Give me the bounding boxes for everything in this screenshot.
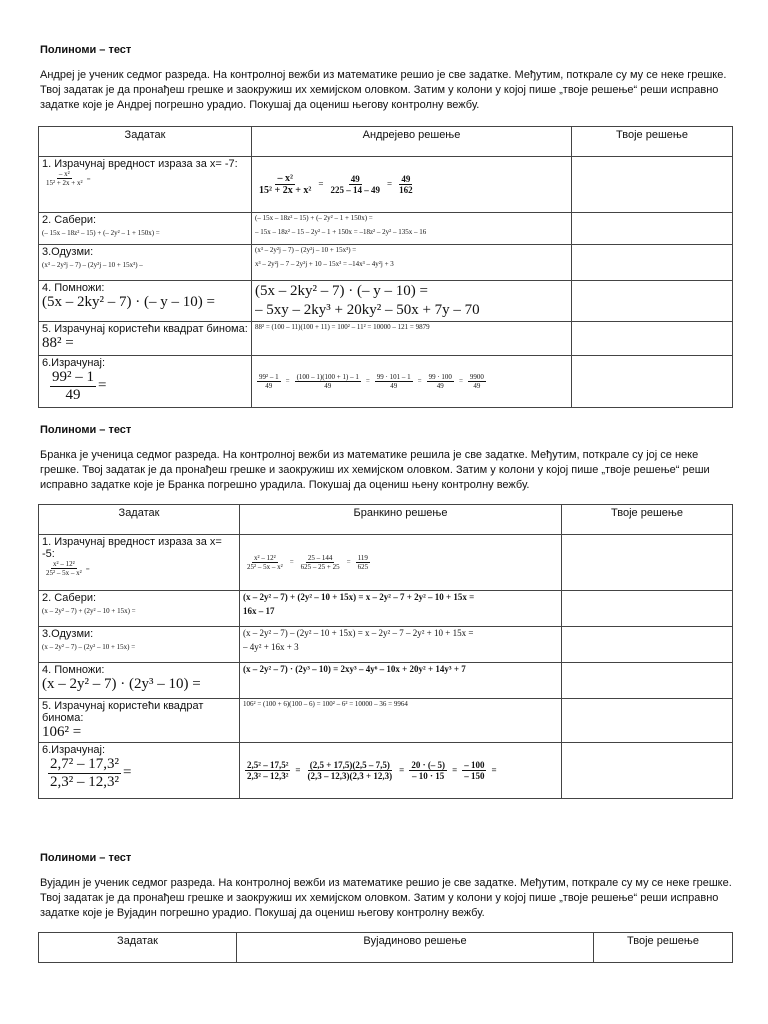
task-label: 1. Израчунај вредност израза за x= -7: <box>42 158 238 170</box>
task-cell: 3.Одузми: (x – 2y² – 7) – (2y² – 10 + 15x) = <box>39 627 240 663</box>
student-solution-cell: $\frac{\text{x² – 12²}}{\text{25² – 5x – x²}}$ = $\frac{25 - 144}{625 - 25 + 25}$ = $\frac{119}{625}$ <box>240 535 562 591</box>
task-cell: 2. Сабери: (x – 2y² – 7) + (2y² – 10 + 15x) = <box>39 591 240 627</box>
test-intro: Андреј је ученик седмог разреда. На контролној вежби из математике решио је све задатке. Међутим, поткрале су му се неке грешке. Твој задатак је да пронађеш грешке и заокружиш их хемијском оловком. Затим у колони у којој пише „твоје решење“ реши исправно задатке које је Андреј погрешно урадио. Покушај да оцениш његову контролну вежбу. <box>40 69 727 111</box>
test-section-3 <box>38 852 732 963</box>
student-solution-cell: $\frac{\text{99² – 1}}{49}$ = $\frac{(100 - 1)(100 + 1) - 1}{49}$ = $\frac{99 \cdot 101 - 1}{49}$ = $\frac{99 \cdot 100}{49}$ = $\frac{9900}{49}$ <box>252 356 572 408</box>
column-header-student-solution: Вујадиново решење <box>237 933 594 963</box>
your-solution-cell[interactable] <box>572 213 733 245</box>
task-cell: 4. Помножи: (5x – 2ky² – 7) · (– y – 10) = <box>39 281 252 322</box>
test-title: Полиноми – тест <box>40 424 132 436</box>
your-solution-cell[interactable] <box>562 627 733 663</box>
test-title: Полиноми – тест <box>40 852 132 864</box>
your-solution-cell[interactable] <box>562 663 733 699</box>
task-cell: 6.Израчунај: $\frac{\text{99² – 1}}{49}$ = <box>39 356 252 408</box>
task-cell: 4. Помножи: (x – 2y² – 7) · (2y³ – 10) = <box>39 663 240 699</box>
your-solution-cell[interactable] <box>562 535 733 591</box>
column-header-your-solution: Твоје решење <box>594 933 733 963</box>
your-solution-cell[interactable] <box>572 322 733 356</box>
student-solution-cell: 106² = (100 + 6)(100 – 6) = 100² – 6² = 10000 – 36 = 9964 <box>240 699 562 743</box>
student-solution-cell: 88² = (100 – 11)(100 + 11) = 100² – 11² = 10000 – 121 = 9879 <box>252 322 572 356</box>
student-solution-cell: $\frac{\text{2,5² – 17,5²}}{\text{2,3² – 12,3²}}$ = $\frac{(2,5 + 17,5)(2,5 - 7,5)}{(2,3 - 12,3)(2,3 + 12,3)}$ = $\frac{20 \cdot (- 5)}{- 10 \cdot 15}$ = $\frac{- 100}{- 150}$ = <box>240 743 562 799</box>
test-title: Полиноми – тест <box>40 44 132 56</box>
column-header-your-solution: Твоје решење <box>572 127 733 157</box>
student-solution-cell: (x – 2y² – 7) · (2y³ – 10) = 2xy³ – 4y⁶ – 10x + 20y² + 14y³ + 7 <box>240 663 562 699</box>
task-cell: 1. Израчунај вредност израза за x= -7: $\frac{\text{– x²}}{\text{15² + 2x + x²}}$ = <box>39 157 252 213</box>
your-solution-cell[interactable] <box>562 699 733 743</box>
test-table <box>38 504 733 799</box>
task-cell: 5. Израчунај користећи квадрат бинома: 106² = <box>39 699 240 743</box>
test-section-2 <box>38 424 732 799</box>
your-solution-cell[interactable] <box>572 157 733 213</box>
column-header-task: Задатак <box>39 127 252 157</box>
student-solution-cell: (x – 2y² – 7) – (2y² – 10 + 15x) = x – 2y² – 7 – 2y² + 10 + 15x = – 4y² + 16x + 3 <box>240 627 562 663</box>
task-fraction: $\frac{\text{– x²}}{\text{15² + 2x + x²}}$ <box>46 170 83 187</box>
task-cell: 6.Израчунај: $\frac{\text{2,7² – 17,3²}}{\text{2,3² – 12,3²}}$ = <box>39 743 240 799</box>
column-header-student-solution: Андрејево решење <box>252 127 572 157</box>
student-solution-cell: (5x – 2ky² – 7) · (– y – 10) = – 5xy – 2ky³ + 20ky² – 50x + 7y – 70 <box>252 281 572 322</box>
your-solution-cell[interactable] <box>572 245 733 281</box>
test-table <box>38 932 733 963</box>
task-cell: 5. Израчунај користећи квадрат бинома: 88² = <box>39 322 252 356</box>
column-header-your-solution: Твоје решење <box>562 505 733 535</box>
task-cell: 3.Одузми: (x³ – 2y²j – 7) – (2y²j – 10 + 15x³) – <box>39 245 252 281</box>
task-cell: 1. Израчунај вредност израза за x= -5: $\frac{\text{x² – 12²}}{\text{25² – 5x – x²}}$ = <box>39 535 240 591</box>
test-section-1 <box>38 44 732 408</box>
student-solution-cell: (x – 2y² – 7) + (2y² – 10 + 15x) = x – 2y² – 7 + 2y² – 10 + 15x = 16x – 17 <box>240 591 562 627</box>
your-solution-cell[interactable] <box>562 591 733 627</box>
student-solution-cell: (– 15x – 18z² – 15) + (– 2y² – 1 + 150x) = – 15x – 18z² – 15 – 2y² – 1 + 150x = –18z² – 2y² – 135x – 16 <box>252 213 572 245</box>
test-table <box>38 126 733 408</box>
column-header-task: Задатак <box>39 933 237 963</box>
your-solution-cell[interactable] <box>572 281 733 322</box>
student-solution-cell: $\frac{\text{– x²}}{\text{15² + 2x + x²}}$ = $\frac{49}{225 - 14 - 49}$ = $\frac{49}{162}$ <box>252 157 572 213</box>
student-solution-cell: (x³ – 2y²j – 7) – (2y²j – 10 + 15x³) = x³ – 2y²j – 7 – 2y²j + 10 – 15x³ = –14x³ – 4y²j + 3 <box>252 245 572 281</box>
column-header-task: Задатак <box>39 505 240 535</box>
test-intro: Бранка је ученица седмог разреда. На контролној вежби из математике решила је све задатке. Међутим, поткрале су јој се неке грешке. Твој задатак је да пронађеш грешке и заокружиш их хемијском оловком. Затим у колони у којој пише „твоје решење“ реши исправно задатке које је Бранка погрешно урадила. Покушај да оцениш њену контролну вежбу. <box>40 449 710 491</box>
test-intro: Вујадин је ученик седмог разреда. На контролној вежби из математике решио је све задатке. Међутим, поткрале су му се неке грешке. Твој задатак је да пронађеш грешке и заокружиш их хемијском оловком. Затим у колони у којој пише „твоје решење“ реши исправно задатке које је Вујадин погрешно урадио. Покушај да оцениш његову контролну вежбу. <box>40 877 732 919</box>
task-cell: 2. Сабери: (– 15x – 18z² – 15) + (– 2y² – 1 + 150x) = <box>39 213 252 245</box>
your-solution-cell[interactable] <box>562 743 733 799</box>
your-solution-cell[interactable] <box>572 356 733 408</box>
column-header-student-solution: Бранкино решење <box>240 505 562 535</box>
